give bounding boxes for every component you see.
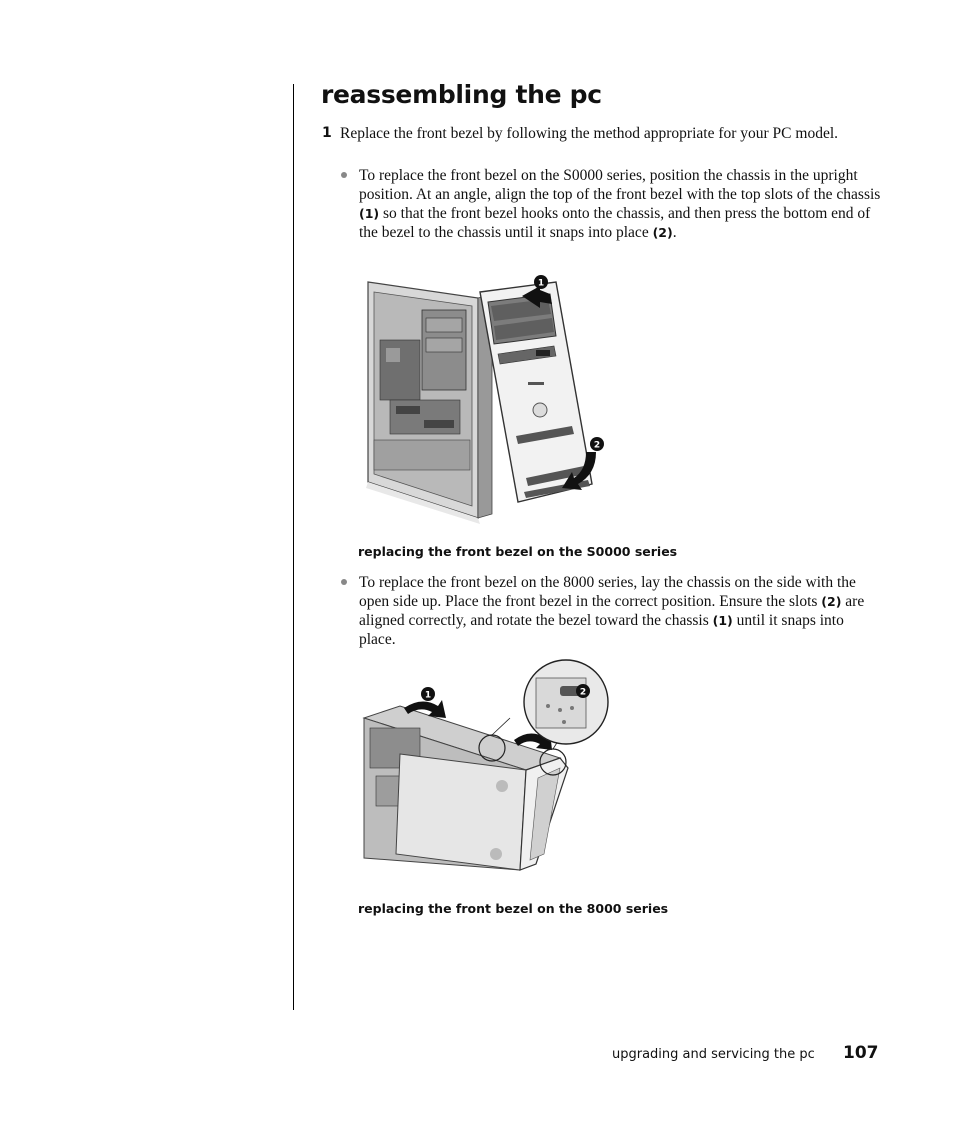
figure-caption-8000: replacing the front bezel on the 8000 series [358, 901, 669, 916]
bullet-callout-ref: (2) [652, 225, 673, 240]
bullet-text-part: To replace the front bezel on the S0000 series, position the chassis in the upright position. At an angle, align the top of the front bezel with the top slots of the chassis [359, 167, 881, 203]
bullet-dot [341, 579, 347, 585]
figure-s0000-bezel [360, 270, 610, 525]
page-title: reassembling the pc [321, 80, 602, 109]
footer-section-label: upgrading and servicing the pc [612, 1047, 815, 1062]
bullet-text-part: until it snaps into place. [359, 612, 844, 648]
bullet-text-part: . [672, 224, 677, 241]
bullet-dot [341, 172, 347, 178]
bullet-callout-ref: (1) [712, 613, 733, 628]
figure-callout: 2 [593, 440, 601, 451]
bullet-callout-ref: (2) [821, 594, 842, 609]
figure-callout: 1 [537, 278, 545, 289]
bullet-text-s0000 [359, 166, 884, 242]
step-number: 1 [322, 125, 332, 141]
figure-callout: 2 [579, 687, 587, 698]
bullet-text-part: To replace the front bezel on the 8000 series, lay the chassis on the side with the open side up. Place the front bezel in the correct position. Ensure the slots [359, 574, 856, 610]
figure-caption-s0000: replacing the front bezel on the S0000 series [358, 544, 678, 559]
figure-8000-bezel [360, 658, 610, 878]
figure-callout: 1 [424, 690, 432, 701]
bullet-text-part: so that the front bezel hooks onto the chassis, and then press the bottom end of the bezel to the chassis until it snaps into place [359, 205, 871, 241]
bullet-text-part: are aligned correctly, and rotate the bezel toward the chassis [359, 593, 865, 629]
step-text: Replace the front bezel by following the method appropriate for your PC model. [340, 125, 839, 142]
bullet-callout-ref: (1) [359, 206, 380, 221]
margin-rule [293, 84, 294, 1010]
page-number: 107 [843, 1043, 879, 1063]
bullet-text-8000 [359, 573, 884, 649]
